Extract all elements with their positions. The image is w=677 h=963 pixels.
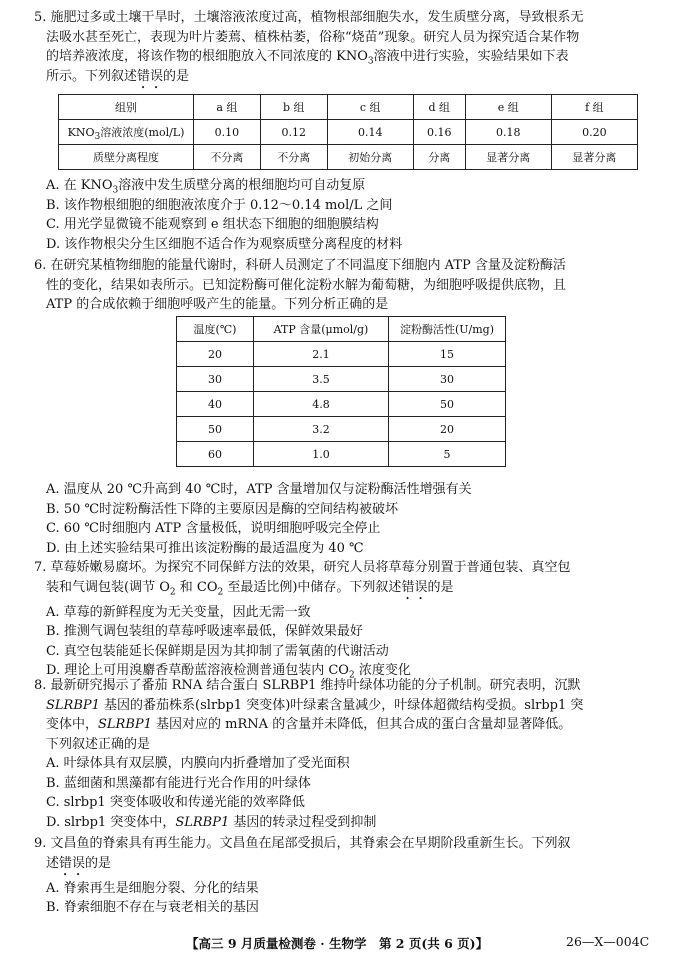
table-cell: b 组 [260,95,327,120]
table-cell: 0.18 [465,120,551,145]
q8-stem-line [34,696,662,716]
option-a: A. 温度从 20 ℃升高到 40 ℃时，ATP 含量增加仅与淀粉酶活性增强有关 [46,482,472,497]
gene-name: SLRBP1 [46,697,100,713]
table-cell: 不分离 [260,145,327,170]
option-d [34,813,662,833]
q6-stem-line: 6. 在研究某植物细胞的能量代谢时，科研人员测定了不同温度下细胞内 ATP 含量及淀粉酶活 [34,258,566,273]
option-b: B. 该作物根细胞的细胞液浓度介于 0.12～0.14 mol/L 之间 [46,197,393,213]
option-d: D. 该作物根尖分生区细胞不适合作为观察质壁分离程度的材料 [46,236,403,252]
table-row [59,95,638,120]
table-cell: 15 [389,342,506,367]
table-cell: 40 [177,392,254,417]
table-cell: f 组 [551,95,637,120]
q9-text: 述 [46,855,60,871]
option-text: 基因的转录过程受到抑制 [229,814,377,830]
table-cell: 30 [389,367,506,392]
table-cell: a 组 [194,95,261,120]
question-5 [34,8,662,92]
table-cell: 3.2 [254,417,389,442]
gene-name: SLRBP1 [175,814,230,830]
q5-stem-line [34,67,662,92]
table-cell: d 组 [413,95,465,120]
option-b: B. 脊索细胞不存在与衰老相关的基因 [46,900,259,915]
table-row [177,317,506,342]
q5-stem-line: 法吸水甚至死亡，表现为叶片萎蔫、植株枯萎，俗称“烧苗”现象。研究人员为探究适合某作物 [46,29,580,45]
table-row [177,392,506,417]
q7-emphasis: 错误 [401,579,428,595]
q8-stem-line: 8. 最新研究揭示了番茄 RNA 结合蛋白 SLRBP1 维持叶绿体功能的分子机制。研究表明，沉默 [34,678,581,693]
option-a: A. 脊索再生是细胞分裂、分化的结果 [46,880,259,896]
q9-stem-line: 9. 文昌鱼的脊索具有再生能力。文昌鱼在尾部受损后，其脊索会在早期阶段重新生长。下列叙 [34,836,571,851]
table-row [177,342,506,367]
option-b: B. 蓝细菌和黑藻都有能进行光合作用的叶绿体 [46,775,311,791]
table-cell: 0.12 [260,120,327,145]
table-cell: 不分离 [194,145,261,170]
table-cell: 2.1 [254,342,389,367]
q7-text: 至最适比例)中储存。下列叙述 [223,579,402,595]
option-text: A. 在 KNO [46,178,113,193]
q5-text: 所示。下列叙述 [46,68,138,84]
q5-text: 的培养液浓度，将该作物的根细胞放入不同浓度的 KNO [46,49,368,64]
option-a: A. 在 $KNO_3$溶液中发生质壁分离的根细胞均可自动复原 [46,178,366,196]
q7-stem-line: 装和气调包装(调节 $O_2$ 和 $CO_2$ 至最适比例)中储存。下列叙述错误的是 [46,579,454,598]
table-row [59,120,638,145]
q9-emphasis: 错误 [59,855,86,871]
option-text: 溶液中发生质壁分离的根细胞均可自动复原 [118,178,366,193]
option-d: D. 理论上可用溴麝香草酚蓝溶液检测普通包装内 $CO_2$ 浓度变化 [46,663,411,681]
table-cell: c 组 [327,95,413,120]
table-cell: 显著分离 [465,145,551,170]
option-d: D. 由上述实验结果可推出该淀粉酶的最适温度为 40 ℃ [46,540,364,556]
q5-options [34,176,662,254]
table-cell: 4.8 [254,392,389,417]
option-text: 浓度变化 [354,663,411,678]
table-row [59,145,638,170]
table-cell: ATP 含量(μmol/g) [254,317,389,342]
table-cell: 组别 [59,95,194,120]
option-a: A. 草莓的新鲜程度为无关变量，因此无需一致 [46,604,311,620]
cell-text: KNO [67,126,95,139]
q8-stem-line: 下列叙述正确的是 [46,736,151,752]
table-cell: 30 [177,367,254,392]
q5-stem-line: 5. 施肥过多或土壤干旱时，土壤溶液浓度过高，植物根部细胞失水，发生质壁分离，导致根系无 [34,10,584,25]
table-cell: $KNO_3$溶液浓度(mol/L) [59,120,194,145]
option-a: A. 叶绿体具有双层膜，内膜向内折叠增加了受光面积 [46,756,350,771]
option-text: D. 理论上可用溴麝香草酚蓝溶液检测普通包装内 CO [46,663,349,678]
table-cell: 0.16 [413,120,465,145]
table-cell: 50 [389,392,506,417]
table-cell: 质壁分离程度 [59,145,194,170]
table-cell: 分离 [413,145,465,170]
q7-text: 的是 [427,579,454,595]
table-cell: 60 [177,442,254,467]
table-cell: 显著分离 [551,145,637,170]
option-b: B. 50 ℃时淀粉酶活性下降的主要原因是酶的空间结构被破坏 [46,501,399,517]
table-row [177,417,506,442]
footer-code: 26—X—004C [566,934,650,949]
q7-text: 和 CO [175,579,218,595]
q5-text: 溶液中进行实验，实验结果如下表 [373,49,569,64]
q5-table [58,94,638,170]
q6-stem-line: 性的变化，结果如表所示。已知淀粉酶可催化淀粉水解为葡萄糖，为细胞呼吸提供底物，且 [46,277,567,293]
option-c: C. 真空包装能延长保鲜期是因为其抑制了需氧菌的代谢活动 [46,643,389,659]
table-cell: 5 [389,442,506,467]
option-b: B. 推测气调包装组的草莓呼吸速率最低，保鲜效果最好 [46,624,363,639]
table-cell: 0.14 [327,120,413,145]
q7-stem-line: 7. 草莓娇嫩易腐坏。为探究不同保鲜方法的效果，研究人员将草莓分别置于普通包装、真空包 [34,560,571,575]
gene-name: SLRBP1 [98,717,152,732]
option-c: C. 用光学显微镜不能观察到 e 组状态下细胞的细胞膜结构 [46,217,379,232]
q8-text: 变体中， [46,717,99,732]
table-cell: 温度(℃) [177,317,254,342]
table-cell: 3.5 [254,367,389,392]
question-7 [34,558,662,681]
footer-title: 【高三 9 月质量检测卷 · 生物学 第 2 页(共 6 页)】 [186,936,489,951]
option-text: D. slrbp1 突变体中， [46,814,176,830]
table-row [177,367,506,392]
q8-stem-line [34,715,662,735]
table-cell: 初始分离 [327,145,413,170]
table-cell: 1.0 [254,442,389,467]
q5-stem-line: 的培养液浓度，将该作物的根细胞放入不同浓度的 $KNO_3$溶液中进行实验，实验结果如下表 [46,49,569,67]
question-9 [34,834,662,918]
option-c: C. slrbp1 突变体吸收和传递光能的效率降低 [46,795,305,810]
q6-options [34,480,662,558]
q8-text: 基因的番茄株系(slrbp1 突变体)叶绿素含量减少，叶绿体超微结构受损。slrbp1 突 [99,697,584,713]
table-cell: 20 [177,342,254,367]
q9-text: 的是 [85,855,112,871]
table-cell: e 组 [465,95,551,120]
question-8 [34,676,662,832]
q9-stem-line [34,854,662,879]
cell-text: 溶液浓度(mol/L) [100,126,185,139]
table-cell: 20 [389,417,506,442]
q8-text: 基因对应的 mRNA 的含量并未降低，但其合成的蛋白含量却显著降低。 [151,717,572,732]
option-c: C. 60 ℃时细胞内 ATP 含量极低，说明细胞呼吸完全停止 [46,521,381,536]
table-cell: 0.10 [194,120,261,145]
table-cell: 0.20 [551,120,637,145]
q5-emphasis: 错误 [137,68,164,84]
q6-table [176,316,506,467]
q6-stem-line: ATP 的合成依赖于细胞呼吸产生的能量。下列分析正确的是 [46,297,389,312]
q5-text: 的是 [163,68,190,84]
q7-text: 装和气调包装(调节 O [46,579,170,595]
table-row [177,442,506,467]
table-cell: 淀粉酶活性(U/mg) [389,317,506,342]
table-cell: 50 [177,417,254,442]
question-6 [34,256,662,315]
